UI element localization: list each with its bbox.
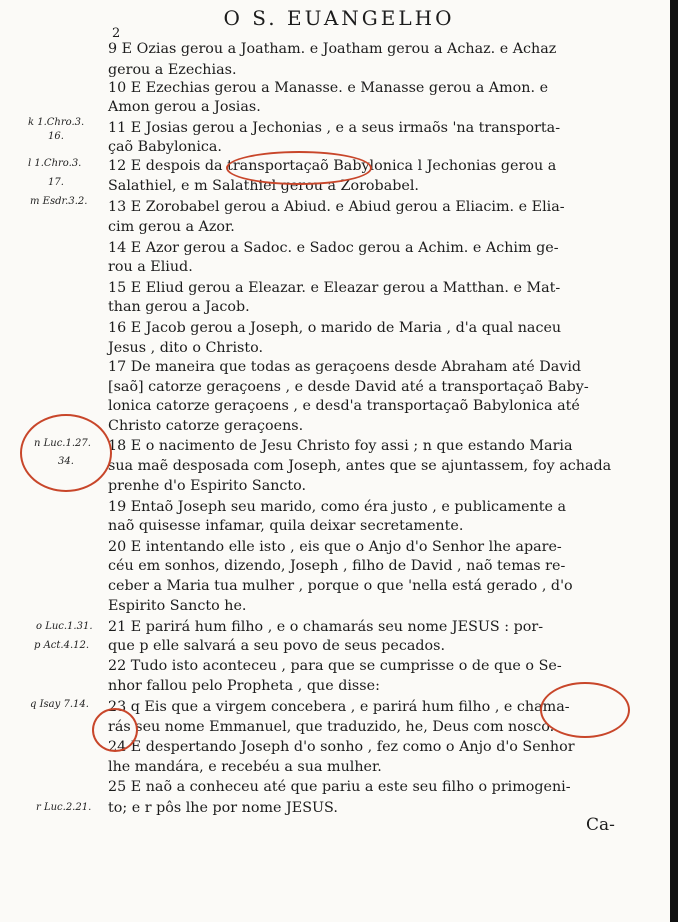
text-line: 13 E Zorobabel gerou a Abiud. e Abiud gerou a Eliacim. e Elia- (108, 199, 565, 215)
catchword: Ca- (586, 815, 615, 835)
text-line: çaõ Babylonica. (108, 139, 222, 155)
margin-reference: n Luc.1.27. (34, 438, 91, 449)
text-line: lhe mandára, e recebéu a sua mulher. (108, 759, 382, 775)
text-line: 12 E despois da transportaçaõ Babylonica l Jechonias gerou a (108, 158, 557, 174)
text-line: gerou a Ezechias. (108, 62, 237, 78)
margin-reference: 34. (58, 456, 74, 467)
annotation-circle-chamaras (540, 682, 630, 738)
text-line: 24 E despertando Joseph d'o sonho , fez como o Anjo d'o Senhor (108, 739, 575, 755)
margin-reference: l 1.Chro.3. (28, 158, 82, 169)
margin-reference: 16. (48, 131, 64, 142)
page-number: 2 (112, 26, 121, 41)
text-line: céu em sonhos, dizendo, Joseph , filho de David , naõ temas re- (108, 558, 566, 574)
text-line: 15 E Eliud gerou a Eleazar. e Eleazar gerou a Matthan. e Mat- (108, 280, 561, 296)
text-line: Salathiel, e m Salathiel gerou a Zorobabel. (108, 178, 419, 194)
text-line: Espirito Sancto he. (108, 598, 247, 614)
text-line: nhor fallou pelo Propheta , que disse: (108, 678, 380, 694)
text-line: rás seu nome Emmanuel, que traduzido, he, Deus com nosco. (108, 719, 555, 735)
text-line: 25 E naõ a conheceu até que pariu a este seu filho o primogeni- (108, 779, 571, 795)
margin-reference: 17. (48, 177, 64, 188)
text-line: 17 De maneira que todas as geraçoens desde Abraham até David (108, 359, 582, 375)
margin-reference: r Luc.2.21. (36, 802, 92, 813)
text-line: prenhe d'o Espirito Sancto. (108, 478, 307, 494)
annotation-circle-luc-reference (20, 414, 112, 492)
text-line: 23 q Eis que a virgem concebera , e parirá hum filho , e chama- (108, 699, 570, 715)
text-line: 22 Tudo isto aconteceu , para que se cumprisse o de que o Se- (108, 658, 562, 674)
margin-reference: p Act.4.12. (34, 640, 90, 651)
text-line: sua maẽ desposada com Joseph, antes que se ajuntassem, foy achada (108, 458, 612, 474)
text-line: 14 E Azor gerou a Sadoc. e Sadoc gerou a Achim. e Achim ge- (108, 240, 559, 256)
text-line: cim gerou a Azor. (108, 219, 235, 235)
margin-reference: o Luc.1.31. (36, 621, 93, 632)
text-line: ceber a Maria tua mulher , porque o que 'nella está gerado , d'o (108, 578, 573, 594)
text-line: naõ quisesse infamar, quila deixar secretamente. (108, 518, 464, 534)
text-line: 16 E Jacob gerou a Joseph, o marido de Maria , d'a qual naceu (108, 320, 562, 336)
annotation-circle-transportacao (226, 151, 372, 185)
text-line: 11 E Josias gerou a Jechonias , e a seus irmaõs 'na transporta- (108, 120, 561, 136)
margin-reference: k 1.Chro.3. (28, 117, 85, 128)
text-line: to; e r pôs lhe por nome JESUS. (108, 800, 338, 816)
text-line: Jesus , dito o Christo. (108, 340, 264, 356)
text-line: 21 E parirá hum filho , e o chamarás seu nome JESUS : por- (108, 619, 544, 635)
text-line: Christo catorze geraçoens. (108, 418, 304, 434)
text-line: 10 E Ezechias gerou a Manasse. e Manasse gerou a Amon. e (108, 80, 549, 96)
text-line: 19 Entaõ Joseph seu marido, como éra justo , e publicamente a (108, 499, 567, 515)
scan-edge (670, 0, 678, 922)
text-line: 9 E Ozias gerou a Joatham. e Joatham gerou a Achaz. e Achaz (108, 41, 557, 57)
text-line: 20 E intentando elle isto , eis que o Anjo d'o Senhor lhe apare- (108, 539, 562, 555)
text-line: [saõ] catorze geraçoens , e desde David até a transportaçaõ Baby- (108, 379, 589, 395)
text-line: lonica catorze geraçoens , e desd'a transportaçaõ Babylonica até (108, 398, 580, 414)
margin-reference: m Esdr.3.2. (30, 196, 88, 207)
text-line: que p elle salvará a seu povo de seus pecados. (108, 638, 446, 654)
annotation-circle-ras (92, 708, 138, 752)
running-title: O S. EUANGELHO (223, 6, 455, 30)
margin-reference: q Isay 7.14. (30, 699, 89, 710)
text-line: Amon gerou a Josias. (108, 99, 261, 115)
text-line: 18 E o nacimento de Jesu Christo foy assi ; n que estando Maria (108, 438, 573, 454)
text-line: than gerou a Jacob. (108, 299, 250, 315)
text-line: rou a Eliud. (108, 259, 193, 275)
